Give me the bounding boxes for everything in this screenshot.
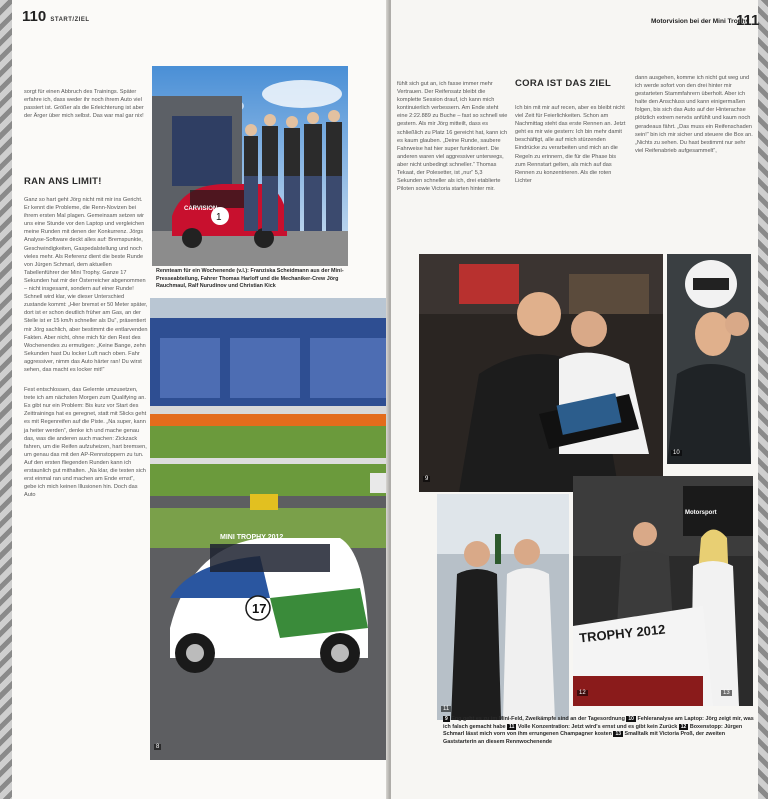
motorsport-text: Motorsport — [685, 510, 717, 516]
caption-team: Rennteam für ein Wochenende (v.l.): Franziska Scheidmann aus der Mini-Presseabteilung, Fahrer Thomas Harloff und die Mechaniker-Crew Jörg Rauchmaul, Ralf Nurudinov und Christian Kick — [156, 268, 344, 290]
photo-label-11: 11 — [443, 706, 450, 712]
photo-captions — [443, 716, 755, 746]
heading-cora-ist-das-ziel: CORA IST DAS ZIEL — [515, 78, 612, 89]
right-column-2: Ich bin mit mir auf recen, aber es bleibt nicht viel Zeit für Feierlichkeiten. Schon am Nachmittag steht das erste Rennen an. Jetzt geht es mir wie gestern: Ich bin mehr damit beschäftigt, alle auf mich stürzenden Eindrücke zu verarbeiten und mich an die Regeln zu erinnern, die für die Phase bis zum Rennstart gelten, als mich auf das Rennen zu konzentrieren. Als die roten Lichter — [515, 105, 626, 184]
right-column-1: fühlt sich gut an, ich fasse immer mehr Vertrauen. Der Reifensatz bleibt die komplette Session drauf, ich kann mich kontinuierlich verbessern. Am Ende steht eine 2:22.889 zu Buche – fast so schnell wie gestern. Als mir Jörg mitteilt, dass es schließlich zu Platz 16 gereicht hat, kann ich es kaum glauben. „Deine Runde, saubere Fahrweise hat hier super funktioniert. Die anderen waren viel aggressiver unterwegs, aber nicht unbedingt schneller.“ Thomas Tekaat, der Polesetter, ist „nur“ 5,3 Sekunden schneller als ich, drei etablierte Piloten sowie Victoria starten hinter mir. — [397, 81, 508, 193]
caption-11: Volle Konzentration: Jetzt wird's ernst und es gibt kein Zurück — [517, 723, 678, 730]
team-photo — [152, 66, 348, 266]
car-sponsor-text: CARVISION — [184, 206, 218, 212]
page-number-right: 111 — [736, 12, 760, 29]
caption-10: Fehleranalyse am Laptop: Jörg zeigt mir, was ich falsch gemacht habe — [443, 716, 754, 730]
running-header: Motorvision bei der Mini Trophy — [651, 18, 750, 25]
car-number: 17 — [252, 601, 267, 616]
left-page — [12, 0, 389, 799]
champagne-photo — [437, 494, 569, 720]
paragraph-1: Ganz so hart geht Jörg nicht mit mir ins Gericht. Er kennt die Probleme, die Renn-Novizen bei ihrem ersten Mal plagen. Gemeinsam setzen wir uns eine Stunde vor den Laptop und vergleichen meine Runden mit denen der Konkurrenz. Jörgs Analyse-Software deckt alles auf: Bremspunkte, Geschwindigkeiten, Gaspedalstellung und noch vieles mehr. Als Referenz dient die beste Runde von Jürgen Schmarl, dem aktuellen Tabellenführer der Mini Trophy. Ganze 17 Sekunden hat mir der Österreicher abgenommen – nicht insgesamt, sondern auf einer Runde! Schnell wird klar, wie dieser Unterschied zustande kommt: „Hier bremst er 50 Meter später, dort ist er schon deutlich früher am Gas, an der Stelle ist er 15 km/h schneller als Du“, präsentiert mir Jörg sachlich, aber bestimmt die entlarvenden Fakten. Aber nicht, ohne mich für den Rest des Wochenendes zu ermutigen: „Keine Bange, zehn Sekunden hast Du locker Luft nach oben. Fahr aggressiver, nimm das Auto härter ran! Du wirst sehen, das macht es locker mit!“ — [24, 197, 148, 373]
car-banner: MINI TROPHY 2012 — [220, 534, 284, 541]
page-number-left: 110 START/ZIEL — [22, 8, 90, 25]
photo-label-12: 12 — [579, 690, 586, 696]
photo-label-9: 9 — [425, 476, 429, 482]
section-label: START/ZIEL — [50, 17, 90, 23]
caption-number-12: 12 — [680, 723, 687, 730]
race-photo — [150, 298, 400, 760]
right-page — [391, 0, 758, 799]
paragraph-2: Fest entschlossen, das Gelernte umzusetzen, trete ich am nächsten Morgen zum Qualifying an. Es gibt nur ein Problem: Bis kurz vor Start des Zeittrainings hat es geregnet, statt mit Slicks geht es mit Regenreifen auf die Piste. „Na super, kann ja heiter werden“, denke ich und mache genau das, was die anderen auch machen: Zickzack fahren, um die Reifen aufzuheizen, hart bremsen, um genau das mit den AP-Rennstoppern zu tun. Auf den ersten fliegenden Runden kann ich erstaunlich gut mithalten. „Na klar, die testen sich erst einmal ran und machen am Ende ernst“, gebe ich mich keinen Illusionen hin. Doch das Auto — [24, 387, 147, 499]
right-column-3: dann ausgehen, komme ich nicht gut weg und ich werde sofort von den drei hinter mir gestarteten Stammfahrern überholt. Aber ich halte den Anschluss und kann einigermaßen folgen, bis sich das Auto auf der Hinterachse plötzlich extrem nervös anfühlt und kaum noch geradeaus fährt. „Das muss ein Reifenschaden sein!“ bin ich mir sicher und steuere die Box an. „Nichts zu sehen. Du hast bestimmt nur sehr viel Reifenabrieb aufgesammelt“, — [635, 75, 753, 154]
caption-number-10: 10 — [628, 716, 634, 722]
smalltalk-photo — [573, 476, 753, 706]
photo-label-8: 8 — [156, 744, 160, 750]
photo-label-13: 13 — [723, 690, 730, 696]
caption-12: Boxenstopp: Jürgen Schmarl lässt mich vorn von ihm errungenen Champagner kosten — [443, 723, 743, 738]
photo-label-10: 10 — [673, 450, 680, 456]
laptop-analysis-photo — [419, 254, 663, 492]
right-edge-pattern — [758, 0, 768, 799]
helmet-driver-photo — [667, 254, 751, 464]
heading-ran-ans-limit: RAN ANS LIMIT! — [24, 176, 102, 187]
svg-text:1: 1 — [216, 212, 222, 223]
caption-number-13: 13 — [615, 731, 622, 738]
left-edge-pattern — [0, 0, 12, 799]
body-column — [24, 196, 148, 504]
intro-text: sorgt für einen Abbruch des Trainings. Später erfahre ich, dass weder ihr noch ihrem Auto viel passiert ist. Größer als die Erleichterung ist aber der Ärger über mich selbst. Das war mal gar nix! — [24, 89, 144, 120]
trophy-2012-text: TROPHY 2012 — [578, 621, 667, 646]
caption-9: Eng geht es zu im Mini-Feld, Zweikämpfe sind an der Tagesordnung — [451, 716, 625, 722]
caption-number-11: 11 — [509, 723, 515, 730]
caption-number-9: 9 — [445, 716, 448, 722]
caption-13: Smalltalk mit Victoria Proß, der zweiten Gaststarterin an diesem Rennwochenende — [443, 731, 726, 745]
